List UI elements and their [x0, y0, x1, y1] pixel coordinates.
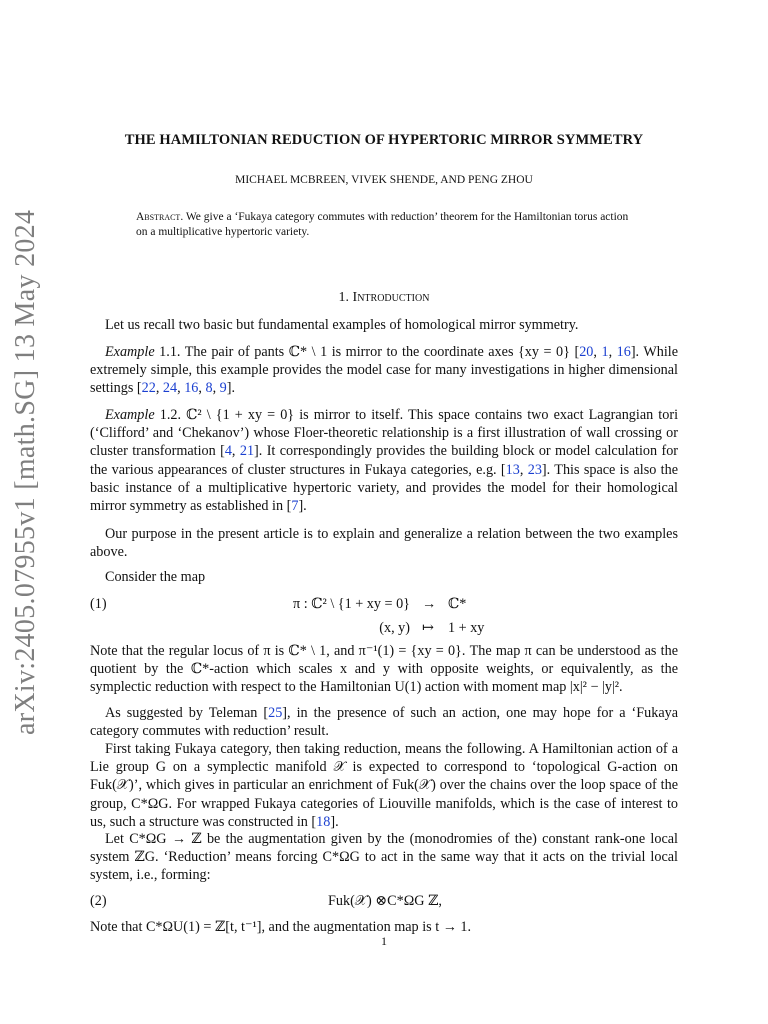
- cite-list: [268, 705, 282, 721]
- example-label: Example: [105, 344, 155, 360]
- example-text: The pair of pants ℂ* \ 1 is mirror to the coordinate axes {xy = 0} [: [184, 344, 580, 360]
- example-text: ]. This space is also the basic instance of a multiplicative hypertoric variety, and provides the model for their homological mirror symmetry as established in [: [90, 461, 679, 515]
- citation-link[interactable]: 25: [268, 705, 283, 721]
- equation-formula: Fuk(𝒳) ⊗C*ΩG ℤ,: [328, 893, 442, 909]
- citation-link[interactable]: 22: [141, 380, 156, 397]
- cite-list: 13, 23: [505, 461, 542, 478]
- citation-link[interactable]: 18: [316, 813, 331, 830]
- equation-number: (2): [90, 893, 107, 909]
- citation-link[interactable]: 16: [616, 344, 631, 360]
- teleman-paragraph: [90, 704, 678, 740]
- equation-arrow: ↦: [422, 620, 434, 636]
- example-label: Example: [105, 407, 155, 423]
- citation-link[interactable]: 23: [527, 461, 542, 478]
- section-title: Introduction: [352, 290, 430, 305]
- equation-lhs: π : ℂ² \ {1 + xy = 0}: [293, 596, 410, 612]
- equation-number: (1): [90, 596, 107, 612]
- page-number: 1: [381, 934, 387, 948]
- example-text: ].: [298, 498, 307, 515]
- cite-list: 22, 24, 16, 8, 9: [141, 380, 227, 397]
- consider-paragraph: Consider the map: [105, 569, 206, 585]
- example-text: ].: [226, 380, 236, 397]
- section-number: 1.: [338, 290, 350, 305]
- citation-link[interactable]: 16: [184, 380, 199, 397]
- reduction-paragraph: Let C*ΩG → ℤ be the augmentation given by the (monodromies of the) constant rank-one local system ℤG. ‘Reduction’ means forcing C*ΩG to act in the same way that it acts on the trivial local system, i.e., forming:: [90, 831, 678, 884]
- example-text: ]. While extremely simple, this example provides the model case for many investigations in higher dimensional settings [: [90, 344, 679, 397]
- citation-link[interactable]: 8: [205, 380, 213, 397]
- equation-rhs: ℂ*: [448, 596, 467, 612]
- arxiv-identifier: arXiv:2405.07955v1 [math.SG] 13 May 2024: [10, 209, 41, 735]
- citation-link[interactable]: 9: [219, 380, 227, 397]
- author-list: MICHAEL MCBREEN, VIVEK SHENDE, AND PENG ZHOU: [235, 174, 533, 186]
- citation-link[interactable]: 1: [601, 344, 609, 360]
- citation-link[interactable]: 4: [224, 443, 232, 460]
- equation-lhs: (x, y): [379, 620, 410, 636]
- cite-list: 20, 1, 16: [579, 344, 631, 360]
- abstract-text: We give a ‘Fukaya category commutes with reduction’ theorem for the Hamiltonian torus action on a multiplicative hypertoric variety.: [136, 211, 629, 238]
- cite-list: [316, 814, 330, 830]
- equation-rhs: 1 + xy: [448, 620, 485, 636]
- section-heading: [0, 290, 768, 306]
- note-paragraph: Note that the regular locus of π is ℂ* \ 1, and π⁻¹(1) = {xy = 0}. The map π can be understood as the quotient by the ℂ*-action which scales x and y with opposite weights, or equivalently, as the symplectic reduction with respect to the Hamiltonian U(1) action with moment map |x|² − |y|².: [90, 643, 678, 696]
- citation-link[interactable]: 24: [162, 380, 178, 397]
- fukaya-paragraph: [90, 740, 678, 831]
- final-note: Note that C*ΩU(1) = ℤ[t, t⁻¹], and the augmentation map is t → 1.: [90, 919, 472, 935]
- example-text: ℂ² \ {1 + xy = 0} is mirror to itself. This space contains two exact Lagrangian tori (‘Clifford’ and ‘Chekanov’) whose Floer-theoretic relationship is a first illustration of wall crossing or cluster transformation [: [90, 407, 679, 460]
- cite-list: 4, 21: [224, 443, 255, 460]
- example-1-1: [90, 343, 678, 398]
- abstract: [136, 210, 636, 240]
- paragraph-text: As suggested by Teleman [: [105, 705, 269, 721]
- citation-link[interactable]: 13: [505, 461, 520, 478]
- citation-link[interactable]: 21: [239, 443, 255, 460]
- paragraph-text: ].: [330, 813, 339, 830]
- intro-paragraph: Let us recall two basic but fundamental examples of homological mirror symmetry.: [105, 317, 579, 333]
- example-1-2: [90, 406, 678, 515]
- paragraph-text: First taking Fukaya category, then taking reduction, means the following. A Hamiltonian action of a Lie group G on a symplectic manifold 𝒳 is expected to correspond to ‘topological G-action on Fuk(𝒳)’, which gives in particular an enrichment of Fuk(𝒳) over the chains over the loop space of the group, C*ΩG. For wrapped Fukaya categories of Liouville manifolds, which is the case of interest to us, such a structure was constructed in [: [90, 741, 678, 830]
- citation-link[interactable]: 7: [291, 498, 299, 515]
- purpose-paragraph: Our purpose in the present article is to explain and generalize a relation between the two examples above.: [90, 526, 678, 561]
- citation-link[interactable]: 20: [579, 344, 594, 360]
- abstract-label: Abstract.: [136, 211, 184, 223]
- example-number: 1.1.: [159, 344, 181, 360]
- example-text: ]. It correspondingly provides the building block or model calculation for the various appearances of cluster structures in Fukaya categories, e.g. [: [90, 443, 679, 478]
- paragraph-text: ], in the presence of such an action, one may hope for a ‘Fukaya category commutes with reduction’ result.: [90, 705, 679, 740]
- equation-arrow: →: [422, 596, 437, 612]
- paper-title: THE HAMILTONIAN REDUCTION OF HYPERTORIC MIRROR SYMMETRY: [124, 132, 644, 148]
- example-number: 1.2.: [159, 407, 182, 423]
